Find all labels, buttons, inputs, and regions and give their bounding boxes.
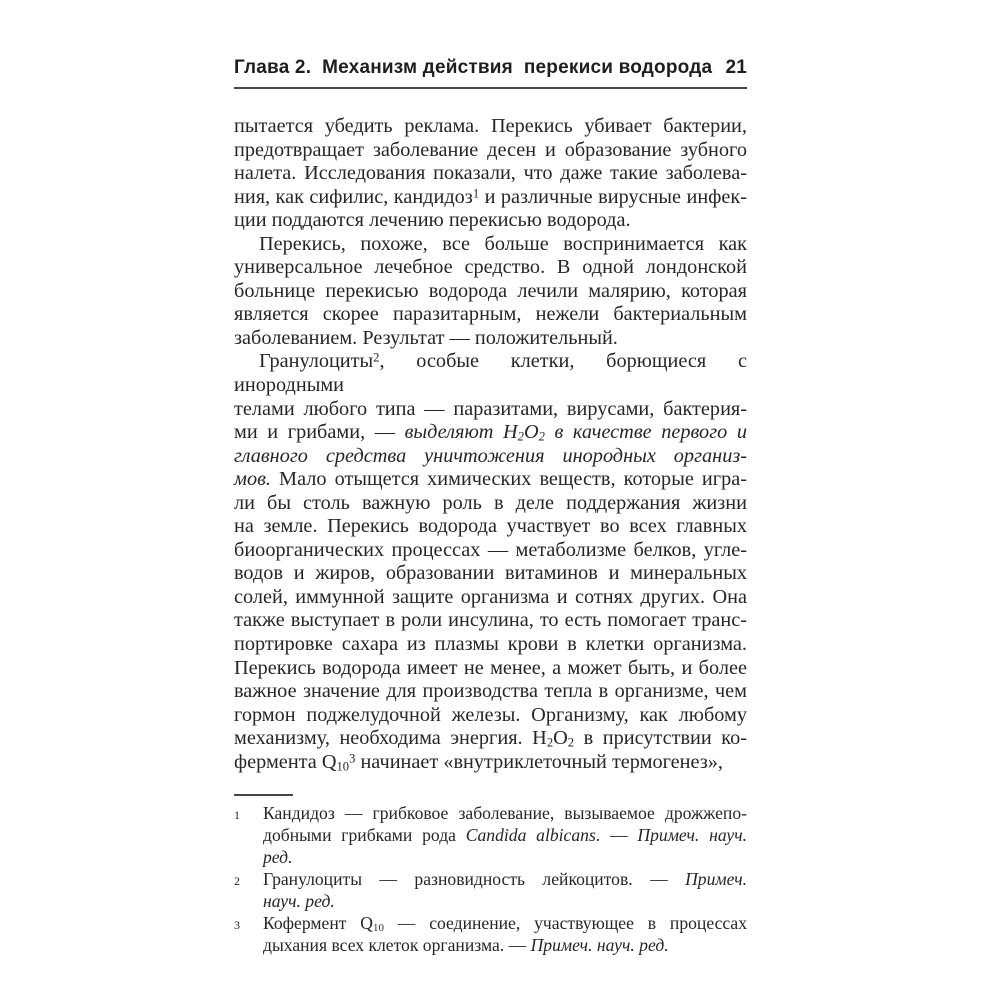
- text-segment: пытается убедить реклама. Перекись убивает бактерии,: [234, 115, 747, 137]
- text-segment: Мало отыщется химических веществ, которые игра-: [270, 468, 747, 491]
- text-segment: начинает «внутриклеточный термогенез»,: [355, 750, 723, 773]
- text-segment: , особые клетки, борющиеся с инородными: [234, 350, 747, 397]
- text-line: [234, 445, 747, 469]
- text-line: [234, 350, 747, 397]
- text-line: [234, 539, 747, 563]
- subscript: 2: [546, 735, 554, 750]
- text-segment: телами любого типа — паразитами, вирусами, бактерия-: [234, 397, 747, 420]
- text-segment: O: [553, 727, 568, 750]
- text-segment: важное значение для производства тепла в организме, чем: [234, 680, 747, 703]
- text-segment: главного средства уничтожения инородных организ-: [234, 444, 747, 467]
- page-number: 21: [725, 57, 747, 78]
- chapter-title: Глава 2. Механизм действия перекиси водорода: [234, 57, 713, 78]
- text-segment: Гранулоциты: [259, 350, 374, 373]
- text-line: [234, 139, 747, 163]
- text-line: [234, 186, 747, 210]
- text-segment: налета. Исследования показали, что даже такие заболева-: [234, 162, 747, 185]
- text-line: [234, 704, 747, 728]
- footnote-marker: 2: [234, 874, 240, 889]
- text-line: [234, 515, 747, 539]
- text-line: [234, 398, 747, 422]
- text-segment: Гранулоциты — разновидность лейкоцитов. —: [263, 869, 686, 890]
- text-line: [234, 492, 747, 516]
- footnote-text: [263, 869, 747, 913]
- footnote-marker: 3: [234, 917, 240, 932]
- paragraph: [234, 115, 747, 233]
- text-line: [234, 327, 747, 351]
- text-segment: Кандидоз — грибковое заболевание, вызываемое дрожжепо-: [263, 803, 747, 824]
- text-line: [234, 727, 747, 751]
- text-line: [234, 751, 747, 775]
- text-segment: портировке сахара из плазмы крови в клетки организма.: [234, 633, 747, 656]
- text-line: [234, 209, 747, 233]
- body-text: [234, 115, 747, 774]
- text-line: [263, 869, 747, 891]
- text-segment: является скорее паразитарным, нежели бактериальным: [234, 303, 747, 326]
- text-segment: дыхания всех клеток организма. —: [263, 934, 531, 955]
- text-line: [263, 825, 747, 847]
- text-segment: ли бы столь важную роль в деле поддержания жизни: [234, 491, 747, 514]
- text-segment: предотвращает заболевание десен и образование зубного: [234, 138, 747, 161]
- text-line: [234, 421, 747, 445]
- text-line: [263, 891, 747, 913]
- footnote: [234, 803, 747, 869]
- superscript: 3: [349, 751, 356, 766]
- text-line: [263, 935, 747, 957]
- superscript: 1: [472, 186, 480, 201]
- subscript: 2: [517, 429, 524, 444]
- text-line: [234, 162, 747, 186]
- text-line: [234, 562, 747, 586]
- text-segment: науч. ред.: [263, 890, 335, 911]
- text-segment: Примеч. науч. ред.: [530, 934, 669, 955]
- footnote-marker: 1: [234, 808, 240, 823]
- text-line: [263, 847, 747, 869]
- text-segment: солей, иммунной защите организма и сотнях других. Она: [234, 585, 747, 608]
- text-line: [234, 609, 747, 633]
- text-segment: и различные вирусные инфек-: [479, 185, 747, 208]
- text-line: [234, 657, 747, 681]
- text-line: [263, 803, 747, 825]
- text-segment: Примеч. науч.: [637, 825, 747, 846]
- text-column: [234, 57, 747, 957]
- text-segment: Перекись водорода имеет не менее, а может быть, и более: [234, 656, 747, 679]
- text-line: [234, 468, 747, 492]
- footnote: [234, 869, 747, 913]
- text-line: [234, 633, 747, 657]
- footnote-text: [263, 913, 747, 957]
- footnote-separator: [234, 794, 293, 796]
- text-segment: . —: [595, 825, 638, 846]
- text-line: [234, 233, 747, 257]
- superscript: 2: [373, 351, 380, 366]
- text-segment: фермента Q: [234, 750, 337, 773]
- text-segment: заболеванием. Результат — положительный.: [234, 326, 618, 349]
- text-segment: добными грибками рода: [263, 825, 466, 846]
- text-segment: больнице перекисью водорода лечили малярию, которая: [234, 279, 747, 302]
- text-segment: биоорганических процессах — метаболизме белков, угле-: [234, 538, 747, 561]
- text-line: [234, 256, 747, 280]
- text-segment: Candida albicans: [465, 825, 596, 846]
- subscript: 10: [373, 921, 384, 934]
- subscript: 2: [538, 429, 545, 444]
- text-line: [263, 913, 747, 935]
- text-segment: Примеч.: [685, 869, 747, 890]
- text-segment: универсальное лечебное средство. В одной лондонской: [234, 256, 747, 279]
- footnote-text: [263, 803, 747, 869]
- page-header: [234, 57, 747, 89]
- text-segment: — соединение, участвующее в процессах: [383, 912, 748, 933]
- footnote: [234, 913, 747, 957]
- text-segment: механизму, необходима энергия. H: [234, 727, 547, 750]
- text-segment: ред.: [263, 847, 293, 868]
- footnotes: [234, 803, 747, 956]
- text-segment: также выступает в роли инсулина, то есть помогает транс-: [234, 609, 747, 632]
- paragraph: [234, 350, 747, 774]
- text-segment: водов и жиров, образовании витаминов и минеральных: [234, 562, 747, 585]
- text-segment: мов.: [234, 468, 271, 491]
- text-segment: ми и грибами, —: [234, 421, 405, 444]
- text-segment: выделяют: [404, 421, 503, 444]
- subscript: 10: [336, 759, 350, 774]
- text-segment: в присутствии ко-: [574, 727, 747, 750]
- text-line: [234, 303, 747, 327]
- text-line: [234, 280, 747, 304]
- text-line: [234, 586, 747, 610]
- text-segment: в качестве первого и: [544, 421, 747, 444]
- text-segment: O: [523, 421, 539, 444]
- text-segment: гормон поджелудочной железы. Организму, как любому: [234, 703, 747, 726]
- subscript: 2: [567, 735, 575, 750]
- text-line: [234, 680, 747, 704]
- text-segment: H: [503, 421, 518, 444]
- text-segment: ции поддаются лечению перекисью водорода.: [234, 209, 631, 232]
- text-line: [234, 115, 747, 139]
- paragraph: [234, 233, 747, 351]
- text-segment: на земле. Перекись водорода участвует во всех главных: [234, 515, 747, 538]
- text-segment: Перекись, похоже, все больше воспринимается как: [259, 232, 747, 255]
- text-segment: Кофермент Q: [263, 912, 374, 933]
- text-segment: ния, как сифилис, кандидоз: [234, 185, 473, 208]
